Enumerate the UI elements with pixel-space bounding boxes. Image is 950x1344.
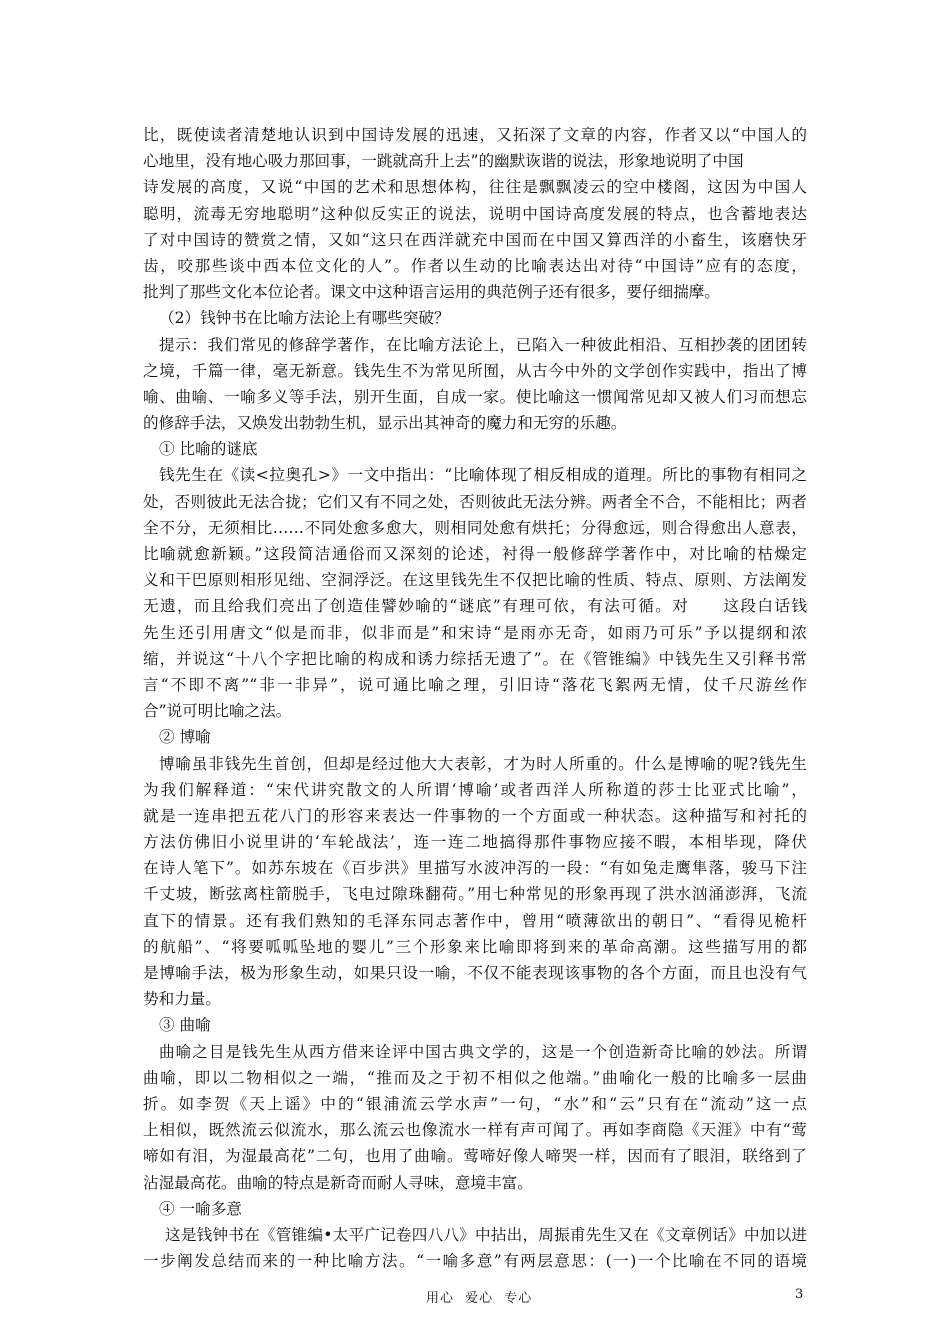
text-line: 比喻就愈新颖。”这段简洁通俗而又深刻的论述，衬得一般修辞学著作中，对比喻的枯燥定 [143,545,807,563]
text-line: 直下的情景。还有我们熟知的毛泽东同志著作中，曾用“喷薄欲出的朝日”、“看得见桅杆 [143,911,807,930]
text-line: 曲喻之目是钱先生从西方借来诠评中国古典文学的，这是一个创造新奇比喻的妙法。所谓 [159,1042,807,1061]
document-body [143,122,807,1274]
text-line: 一步阐发总结而来的一种比喻方法。“一喻多意”有两层意思：(一)一个比喻在不同的语境 [143,1252,807,1271]
text-line: 的修辞手法，又焕发出勃勃生机，显示出其神奇的魔力和无穷的乐趣。 [143,414,627,433]
text-line: 先生还引用唐文“似是而非，似非而是”和宋诗“是雨亦无奇，如雨乃可乐”予以提纲和浓 [143,623,807,642]
text-line: 势和力量。 [143,990,221,1009]
text-line: 啼如有泪，为湿最高花”二句，也用了曲喻。莺啼好像人啼哭一样，因而有了眼泪，联络到了 [143,1147,807,1166]
text-line: 齿，咬那些谈中西本位文化的人”。作者以生动的比喻表达出对待“中国诗”应有的态度， [143,256,807,275]
text-line: 之境，千篇一律，毫无新意。钱先生不为常见所囿，从古今中外的文学创作实践中，指出了博 [143,361,807,380]
text-line: 义和干巴原则相形见绌、空洞浮泛。在这里钱先生不仅把比喻的性质、特点、原则、方法阐发 [143,571,807,590]
text-line: 合”说可明比喻之法。 [143,702,292,721]
text-line: 沾湿最高花。曲喻的特点是新奇而耐人寻味，意境丰富。 [143,1173,533,1192]
text-line: 喻、曲喻、一喻多义等手法，别开生面，自成一家。使比喻这一惯闻常见却又被人们习而想忘 [143,387,807,406]
text-line: 就是一连串把五花八门的形容来表达一件事物的一个方面或一种状态。这种描写和衬托的 [143,806,807,825]
text-line: 批判了那些文化本位论者。课文中这种语言运用的典范例子还有很多，要仔细揣摩。 [143,283,720,302]
text-line: 全不分，无须相比……不同处愈多愈大，则相同处愈有烘托；分得愈远，则合得愈出人意表， [143,518,807,537]
text-line: 处，否则彼此无法合拢；它们又有不同之处，否则彼此无法分辨。两者全不合，不能相比；两者 [143,492,807,511]
text-line: 这是钱钟书在《管锥编•太平广记卷四八八》中拈出，周振甫先生又在《文章例话》中加以进 [165,1225,807,1244]
text-line: 钱先生在《读<拉奥孔>》一文中指出：“比喻体现了相反相成的道理。所比的事物有相同之 [159,466,807,485]
text-line: 比，既使读者清楚地认识到中国诗发展的迅速，又拓深了文章的内容，作者又以“中国人的 [143,126,807,144]
text-line: 折。如李贺《天上谣》中的“银浦流云学水声”一句，“水”和“云”只有在“流动”这一点 [143,1094,807,1113]
text-line: 为我们解释道：“宋代讲究散文的人所谓‘博喻’或者西洋人所称道的莎士比亚式比喻”， [143,780,807,799]
text-line: 千丈坡，断弦离柱箭脱手，飞电过隙珠翻荷。”用七种常见的形象再现了洪水汹涌澎湃，飞流 [143,885,807,904]
text-line: 诗发展的高度，又说“中国的艺术和思想体构，往往是飘飘凌云的空中楼阁，这因为中国人 [143,178,807,197]
text-line: 提示：我们常见的修辞学著作，在比喻方法论上，已陷入一种彼此相沿、互相抄袭的团团转 [159,335,807,354]
page-number: 3 [795,1287,804,1302]
text-line: 方法仿佛旧小说里讲的‘车轮战法’，连一连二地搞得那件事物应接不暇，本相毕现，降伏 [143,833,807,852]
text-line: 在诗人笔下”。如苏东坡在《百步洪》里描写水波冲泻的一段：“有如兔走鹰隼落，骏马下注 [143,859,807,878]
text-line: 上相似，既然流云似流水，那么流云也像流水一样有声可闻了。再如李商隐《天涯》中有“莺 [143,1121,807,1140]
text-line: 了对中国诗的赞赏之情，又如“这只在西洋就充中国而在中国又算西洋的小畜生，该磨快牙 [143,230,807,249]
text-line: 是博喻手法，极为形象生动，如果只设一喻，不仅不能表现该事物的各个方面，而且也没有气 [143,964,807,982]
text-line: 曲喻，即以二物相似之一端，“推而及之于初不相似之他端。”曲喻化一般的比喻多一层曲 [143,1068,807,1087]
text-line: 聪明，流毒无穷地聪明”这种似反实正的说法，说明中国诗高度发展的特点，也含蓄地表达 [143,204,807,223]
text-line: ④ 一喻多意 [159,1199,242,1218]
text-line: ③ 曲喻 [159,1016,211,1035]
text-line: 博喻虽非钱先生首创，但却是经过他大大表彰，才为时人所重的。什么是博喻的呢?钱先生 [159,754,807,773]
text-line: 心地里，没有地心吸力那回事，一跳就高升上去”的幽默诙谐的说法，形象地说明了中国 [143,152,744,171]
text-line: （2）钱钟书在比喻方法论上有哪些突破？ [159,309,450,328]
text-line: 的航船”、“将要呱呱坠地的婴儿”三个形象来比喻即将到来的革命高潮。这些描写用的都 [143,937,807,956]
text-line: 言“不即不离”“非一非异”，说可通比喻之理，引旧诗“落花飞絮两无情，仗千尺游丝作 [143,675,807,694]
text-line: ① 比喻的谜底 [159,440,258,459]
footer-motto: 用心 爱心 专心 [426,1291,533,1306]
text-line: 缩，并说这“十八个字把比喻的构成和诱力综括无遗了”。在《管锥编》中钱先生又引释书常 [143,649,807,668]
text-line: 无遗，而且给我们亮出了创造佳譬妙喻的“谜底”有理可依，有法可循。对 这段白话钱 [143,597,807,616]
text-line: ② 博喻 [159,728,211,747]
